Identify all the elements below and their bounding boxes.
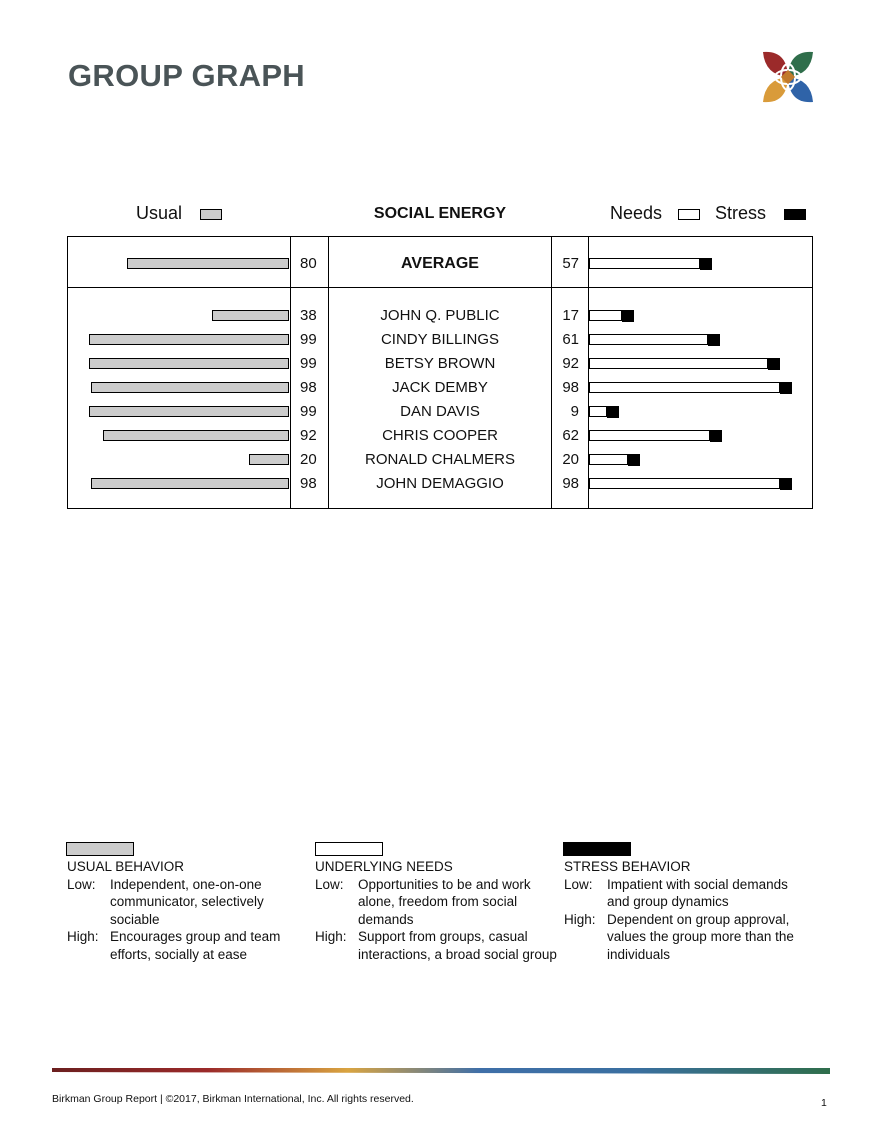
needs-bar — [589, 382, 780, 393]
member-name: RONALD CHALMERS — [364, 451, 516, 468]
stress-mark — [622, 310, 634, 322]
footer-copyright: Birkman Group Report | ©2017, Birkman International, Inc. All rights reserved. — [52, 1093, 414, 1105]
stress-mark — [710, 430, 722, 442]
stress-mark — [628, 454, 640, 466]
usual-bar — [89, 334, 289, 345]
usual-value: 98 — [300, 475, 317, 492]
key-high-text: Support from groups, casual interactions, a broad social group — [358, 929, 557, 962]
key-low-label: Low: — [564, 876, 593, 892]
needs-value: 17 — [562, 307, 579, 324]
key-heading: USUAL BEHAVIOR — [67, 859, 185, 874]
usual-bar — [212, 310, 289, 321]
grid-divider — [588, 236, 589, 509]
member-name: JOHN DEMAGGIO — [376, 475, 504, 492]
legend-usual-swatch — [200, 209, 222, 220]
legend-stress-label: Stress — [715, 203, 767, 223]
needs-bar — [589, 406, 607, 417]
stress-mark — [708, 334, 720, 346]
legend-usual-label: Usual — [136, 203, 183, 223]
key-high-text: Dependent on group approval, values the group more than the individuals — [607, 911, 794, 962]
grid-divider — [67, 287, 813, 288]
key-heading: UNDERLYING NEEDS — [315, 859, 453, 874]
key-stress-behavior — [564, 858, 809, 963]
key-usual-behavior — [67, 858, 312, 963]
usual-bar — [103, 430, 289, 441]
usual-value: 98 — [300, 379, 317, 396]
needs-bar — [589, 334, 708, 345]
member-name: JACK DEMBY — [392, 379, 488, 396]
usual-value: 99 — [300, 403, 317, 420]
usual-bar — [91, 382, 289, 393]
key-high-label: High: — [564, 911, 596, 927]
needs-value: 61 — [562, 331, 579, 348]
key-underlying-needs — [315, 858, 560, 963]
legend-stress-swatch — [784, 209, 806, 220]
key-usual-swatch — [66, 842, 134, 856]
needs-bar — [589, 358, 768, 369]
key-high-text: Encourages group and team efforts, socially at ease — [110, 929, 281, 962]
key-low-label: Low: — [315, 876, 344, 892]
needs-value: 62 — [562, 427, 579, 444]
key-low-label: Low: — [67, 876, 96, 892]
member-name: CINDY BILLINGS — [380, 331, 500, 348]
member-name: BETSY BROWN — [384, 355, 496, 372]
key-low-text: Impatient with social demands and group dynamics — [607, 876, 788, 909]
needs-bar — [589, 478, 780, 489]
page-number: 1 — [821, 1097, 827, 1109]
usual-value: 99 — [300, 331, 317, 348]
needs-value: 20 — [562, 451, 579, 468]
usual-bar — [89, 358, 289, 369]
member-name: JOHN Q. PUBLIC — [380, 307, 500, 324]
stress-mark — [607, 406, 619, 418]
grid-divider — [551, 236, 552, 509]
legend-needs-label: Needs — [610, 203, 663, 223]
stress-mark — [768, 358, 780, 370]
key-high-label: High: — [67, 929, 99, 944]
usual-bar — [127, 258, 289, 269]
key-heading: STRESS BEHAVIOR — [564, 859, 691, 874]
stress-mark — [700, 258, 712, 270]
needs-value: 98 — [562, 379, 579, 396]
usual-value: 99 — [300, 355, 317, 372]
footer-color-bar — [52, 1068, 830, 1074]
needs-bar — [589, 454, 628, 465]
member-name: DAN DAVIS — [400, 403, 480, 420]
legend-needs-swatch — [678, 209, 700, 220]
usual-bar — [91, 478, 289, 489]
needs-value: 57 — [562, 255, 579, 272]
member-name: CHRIS COOPER — [382, 427, 498, 444]
needs-value: 9 — [570, 403, 579, 420]
stress-mark — [780, 478, 792, 490]
needs-value: 98 — [562, 475, 579, 492]
needs-bar — [589, 430, 710, 441]
needs-bar — [589, 258, 700, 269]
grid-divider — [290, 236, 291, 509]
average-label: AVERAGE — [401, 255, 479, 272]
usual-bar — [89, 406, 289, 417]
usual-value: 92 — [300, 427, 317, 444]
key-high-label: High: — [315, 929, 347, 944]
chart-title: SOCIAL ENERGY — [373, 205, 507, 222]
page-title: GROUP GRAPH — [68, 58, 305, 93]
usual-value: 80 — [300, 255, 317, 272]
key-stress-swatch — [563, 842, 631, 856]
usual-bar — [249, 454, 289, 465]
key-low-text: Opportunities to be and work alone, freedom from social demands — [358, 876, 531, 927]
usual-value: 38 — [300, 307, 317, 324]
key-needs-swatch — [315, 842, 383, 856]
stress-mark — [780, 382, 792, 394]
birkman-logo-icon — [759, 48, 817, 106]
needs-value: 92 — [562, 355, 579, 372]
needs-bar — [589, 310, 622, 321]
usual-value: 20 — [300, 451, 317, 468]
key-low-text: Independent, one-on-one communicator, selectively sociable — [110, 876, 264, 927]
